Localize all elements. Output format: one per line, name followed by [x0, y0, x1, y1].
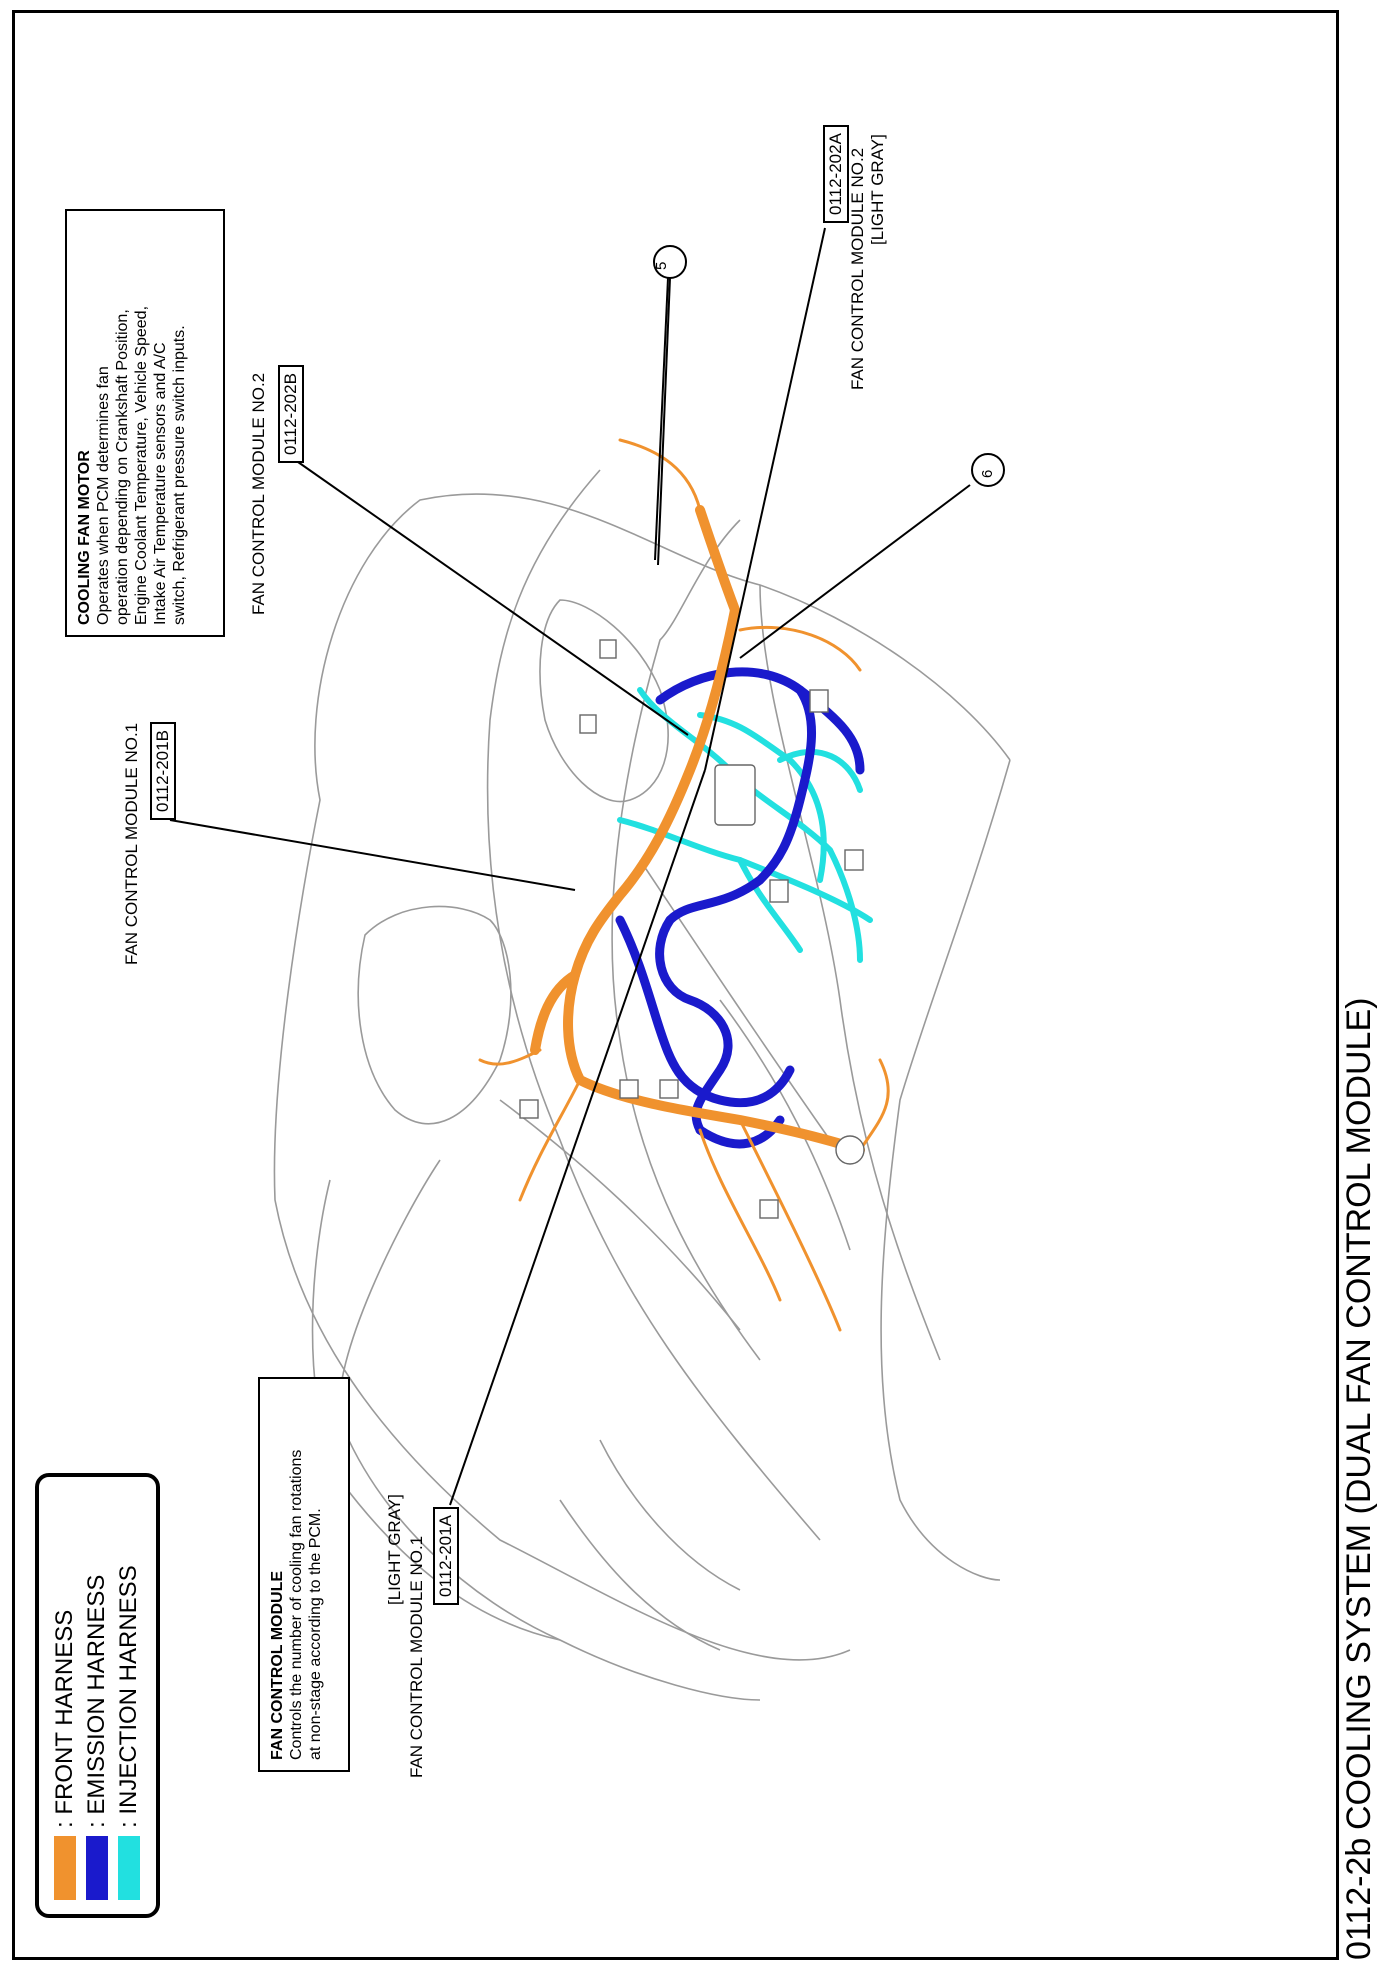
- connector-0112-201B-name: FAN CONTROL MODULE NO.1: [122, 722, 141, 965]
- legend-swatch-emission: [86, 1836, 108, 1900]
- note-line: Intake Air Temperature sensors and A/C: [152, 342, 169, 625]
- legend-label-emission: : EMISSION HARNESS: [83, 1574, 110, 1828]
- legend-swatch-injection: [118, 1836, 140, 1900]
- legend-item-emission: [81, 1491, 113, 1900]
- page-number: 0112-2b: [1340, 1837, 1378, 1960]
- connector-0112-202B-name: FAN CONTROL MODULE NO.2: [249, 372, 268, 615]
- legend-label-front: : FRONT HARNESS: [51, 1609, 78, 1828]
- note-line: Engine Coolant Temperature, Vehicle Speed,: [133, 305, 150, 625]
- connector-0112-201B-code: 0112-201B: [150, 722, 176, 820]
- fan-control-module-note: [258, 1377, 350, 1772]
- note-line: switch, Refrigerant pressure switch inputs.: [171, 325, 188, 625]
- legend-label-injection: : INJECTION HARNESS: [115, 1565, 142, 1828]
- connector-0112-202A-color: [LIGHT GRAY]: [868, 134, 887, 245]
- cooling-fan-motor-heading: COOLING FAN MOTOR: [76, 450, 93, 625]
- connector-0112-201A-color: [LIGHT GRAY]: [385, 1494, 404, 1605]
- legend-item-front: [49, 1491, 81, 1900]
- legend-swatch-front: [54, 1836, 76, 1900]
- connector-0112-201A-name: FAN CONTROL MODULE NO.1: [407, 1535, 426, 1778]
- note-line: Operates when PCM determines fan: [95, 366, 112, 625]
- callout-5-label: 5: [653, 261, 670, 270]
- page-title: COOLING SYSTEM (DUAL FAN CONTROL MODULE): [1340, 997, 1378, 1830]
- harness-legend: [35, 1473, 160, 1918]
- connector-0112-202B-code: 0112-202B: [278, 365, 304, 463]
- cooling-fan-motor-note: [65, 209, 225, 637]
- callout-6-label: 6: [979, 469, 996, 478]
- note-line: operation depending on Crankshaft Position,: [114, 309, 131, 625]
- connector-0112-202A-code: 0112-202A: [823, 125, 849, 223]
- legend-item-injection: [113, 1491, 145, 1900]
- connector-0112-201A-code: 0112-201A: [433, 1507, 459, 1605]
- note-line: at non-stage according to the PCM.: [307, 1508, 324, 1760]
- fan-control-module-heading: FAN CONTROL MODULE: [269, 1570, 286, 1760]
- note-line: Controls the number of cooling fan rotations: [288, 1449, 305, 1760]
- connector-0112-202A-name: FAN CONTROL MODULE NO.2: [848, 147, 867, 390]
